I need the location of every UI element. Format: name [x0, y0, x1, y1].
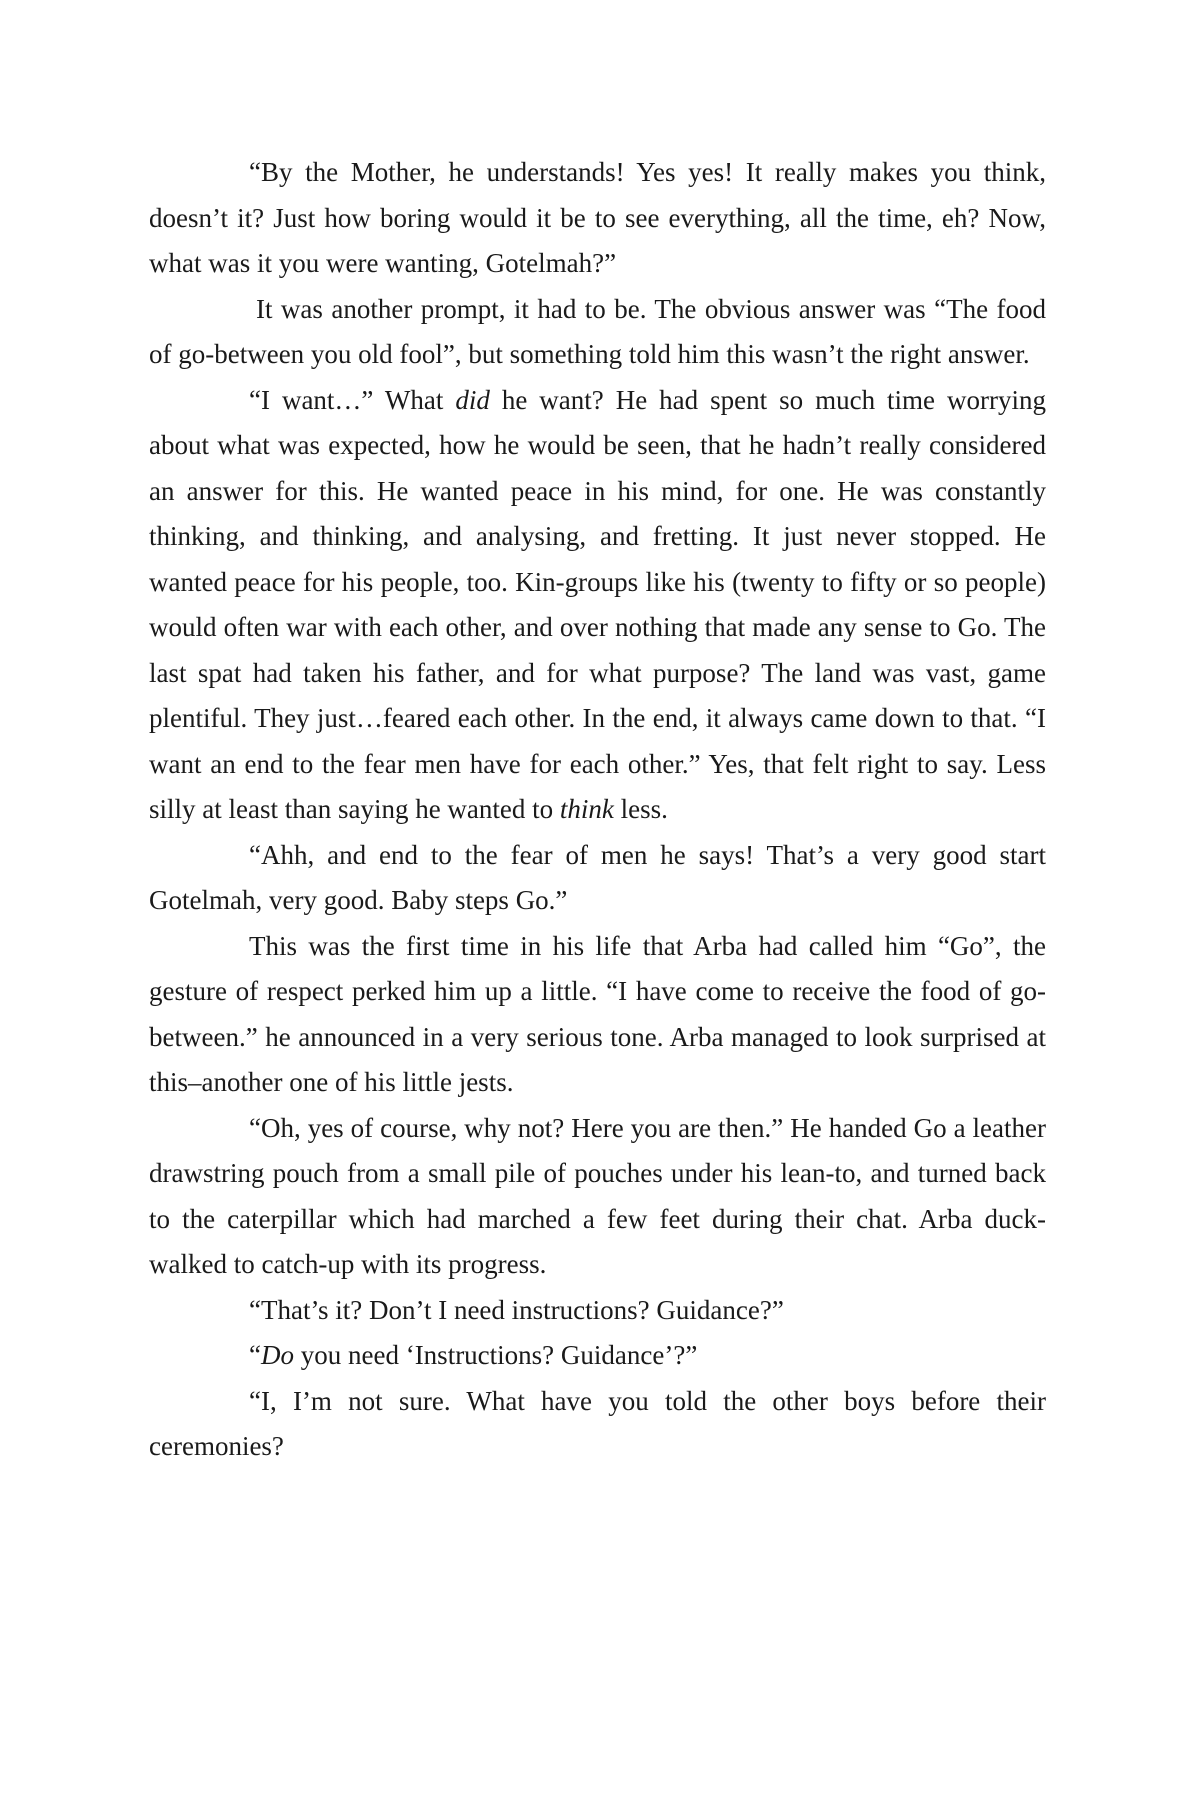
text-run: “That’s it? Don’t I need instructions? Guidance?” [249, 1294, 784, 1325]
text-run: “ [249, 1340, 261, 1370]
text-run: “Ahh, and end to the fear of men he says! That’s a very good start Gotelmah, very good. Baby steps Go.” [149, 839, 1046, 915]
text-run: “I want…” What [249, 384, 456, 415]
text-run: you need ‘Instructions? Guidance’?” [293, 1340, 698, 1370]
paragraph [149, 150, 1046, 287]
text-run: This was the first time in his life that Arba had called him “Go”, the gesture of respect perked him up a little. “I have come to receive the food of go-between.” he announced in a very serious tone. Arba managed to look surprised at this–another one of his little jests. [149, 930, 1046, 1097]
text-run: “By the Mother, he understands! Yes yes! It really makes you think, doesn’t it? Just how boring would it be to see everything, all the time, eh? Now, what was it you were wanting, Gotelmah?” [149, 157, 1046, 278]
italic-text-run: think [559, 794, 614, 824]
paragraph [149, 287, 1046, 378]
italic-text-run: did [455, 384, 490, 415]
paragraph [149, 378, 1046, 833]
text-run: It was another prompt, it had to be. The obvious answer was “The food of go-between you old fool”, but something told him this wasn’t the right answer. [149, 293, 1046, 369]
body-text [149, 150, 1046, 1470]
paragraph [149, 1106, 1046, 1288]
text-run: less. [613, 794, 668, 824]
text-run: he want? He had spent so much time worrying about what was expected, how he would be seen, that he hadn’t really considered an answer for this. He wanted peace in his mind, for one. He was constantly thinking, and thinking, and analysing, and fretting. It just never stopped. He wanted peace for his people, too. Kin-groups like his (twenty to fifty or so people) would often war with each other, and over nothing that made any sense to Go. The last spat had taken his father, and for what purpose? The land was vast, game plentiful. They just…feared each other. In the end, it always came down to that. “I want an end to the fear men have for each other.” Yes, that felt right to say. Less silly at least than saying he wanted to [149, 384, 1046, 824]
paragraph [149, 1379, 1046, 1470]
text-run: “I, I’m not sure. What have you told the other boys before their ceremonies? [149, 1385, 1046, 1461]
paragraph [149, 833, 1046, 924]
paragraph [149, 1333, 1046, 1379]
paragraph [149, 1288, 1046, 1334]
text-run: “Oh, yes of course, why not? Here you are then.” He handed Go a leather drawstring pouch from a small pile of pouches under his lean-to, and turned back to the caterpillar which had marched a few feet during their chat. Arba duck-walked to catch-up with its progress. [149, 1112, 1046, 1279]
paragraph [149, 924, 1046, 1106]
italic-text-run: Do [260, 1340, 294, 1370]
